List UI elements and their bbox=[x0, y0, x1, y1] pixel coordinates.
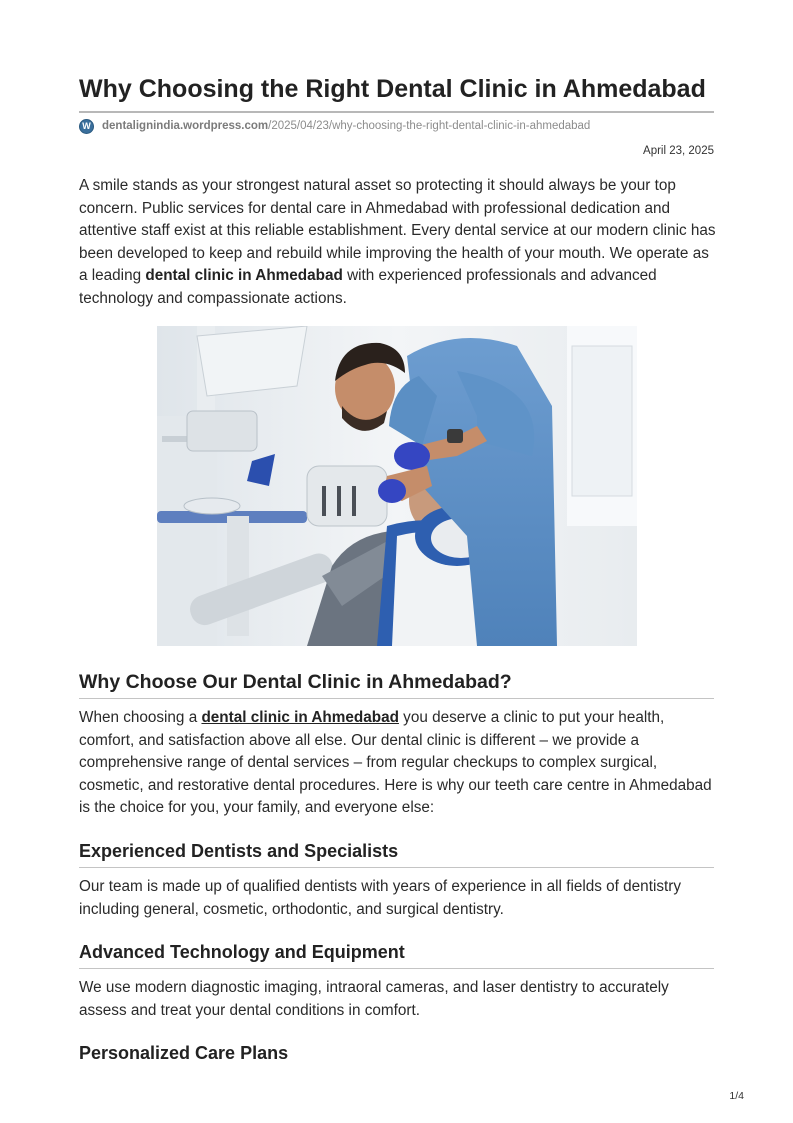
section-heading-why-choose: Why Choose Our Dental Clinic in Ahmedabad? bbox=[79, 671, 512, 693]
dental-clinic-link[interactable]: dental clinic in Ahmedabad bbox=[201, 709, 399, 726]
publish-date: April 23, 2025 bbox=[643, 145, 714, 157]
experienced-paragraph: Our team is made up of qualified dentists with years of experience in all fields of dentistry including general, cosmetic, orthodontic, and surgical dentistry. bbox=[79, 878, 681, 918]
why-text-1: When choosing a bbox=[79, 709, 202, 726]
section-divider bbox=[79, 867, 714, 868]
title-divider bbox=[79, 111, 714, 113]
article-title: Why Choosing the Right Dental Clinic in Ahmedabad bbox=[79, 75, 706, 103]
wordpress-icon: W bbox=[79, 119, 94, 134]
source-link[interactable] bbox=[102, 120, 590, 132]
intro-paragraph bbox=[79, 175, 719, 310]
why-choose-paragraph bbox=[79, 707, 719, 820]
section-heading-technology: Advanced Technology and Equipment bbox=[79, 942, 405, 962]
intro-text-1: A smile stands as your strongest natural asset so protecting it should always be your top concern. Public services for dental care in Ahmedabad with professional dedication and attentive staff exist at this reliable establishment. Every dental service at our modern clinic has been developed to keep and rebuild while improving the health of your mouth. We operate as a leading bbox=[79, 177, 716, 284]
section-divider bbox=[79, 968, 714, 969]
intro-keyword: dental clinic in Ahmedabad bbox=[145, 267, 343, 284]
source-line bbox=[79, 118, 590, 134]
dentist-photo bbox=[157, 326, 637, 646]
page-number: 1/4 bbox=[729, 1090, 744, 1102]
source-path: /2025/04/23/why-choosing-the-right-dental-clinic-in-ahmedabad bbox=[268, 120, 591, 132]
section-heading-experienced: Experienced Dentists and Specialists bbox=[79, 841, 399, 861]
section-heading-personalized: Personalized Care Plans bbox=[79, 1043, 289, 1063]
technology-paragraph: We use modern diagnostic imaging, intraoral cameras, and laser dentistry to accurately assess and treat your dental conditions in comfort. bbox=[79, 979, 669, 1019]
why-text-2: you deserve a clinic to put your health, comfort, and satisfaction above all else. Our dental clinic is different – we provide a comprehensive range of dental services – from regular checkups to complex surgical, cosmetic, and restorative dental procedures. Here is why our teeth care centre in Ahmedabad is the choice for you, your family, and everyone else: bbox=[79, 709, 712, 816]
source-domain: dentalignindia.wordpress.com bbox=[102, 120, 269, 132]
intro-text-2: with experienced professionals and advanced technology and compassionate actions. bbox=[79, 267, 657, 307]
section-divider bbox=[79, 698, 714, 699]
